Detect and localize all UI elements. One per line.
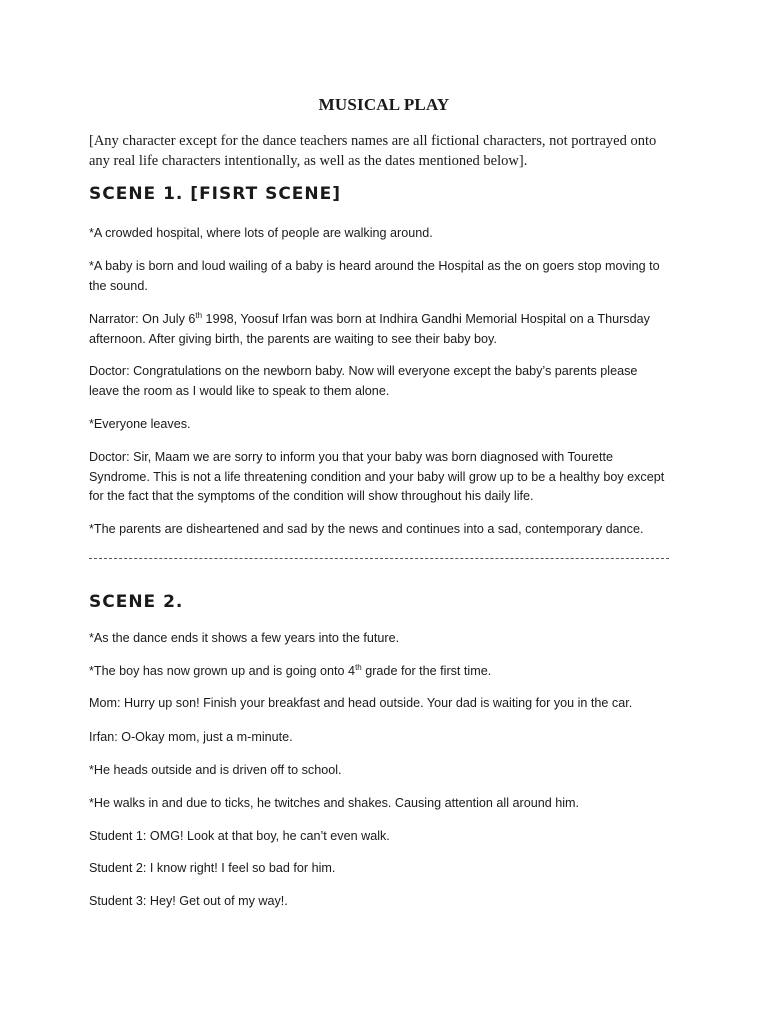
scene-1-paragraph-3 bbox=[89, 310, 669, 349]
scene-2-paragraph-7: Student 1: OMG! Look at that boy, he can’t even walk. bbox=[89, 829, 390, 843]
scene-1-paragraph-2: *A baby is born and loud wailing of a baby is heard around the Hospital as the on goers stop moving to the sound. bbox=[89, 259, 660, 293]
ordinal-suffix: th bbox=[195, 310, 203, 320]
scene-1-heading: SCENE 1. [FISRT SCENE] bbox=[89, 184, 342, 204]
scene-1-paragraph-1: *A crowded hospital, where lots of people are walking around. bbox=[89, 226, 433, 240]
narrator-line-start: Narrator: On July 6 bbox=[89, 312, 196, 326]
scene-2-paragraph-5: *He heads outside and is driven off to school. bbox=[89, 763, 342, 777]
scene-2-paragraph-9: Student 3: Hey! Get out of my way!. bbox=[89, 894, 288, 908]
scene-2-paragraph-3: Mom: Hurry up son! Finish your breakfast and head outside. Your dad is waiting for you in the car. bbox=[89, 696, 633, 710]
narrator-line-end: 1998, Yoosuf Irfan was born at Indhira Gandhi Memorial Hospital on a Thursday afternoon. After giving birth, the parents are waiting to see their baby boy. bbox=[89, 312, 650, 346]
scene-2-paragraph-4: Irfan: O-Okay mom, just a m-minute. bbox=[89, 730, 293, 744]
scene-1-paragraph-7: *The parents are disheartened and sad by the news and continues into a sad, contemporary dance. bbox=[89, 522, 644, 536]
disclaimer-text: [Any character except for the dance teachers names are all fictional characters, not portrayed onto any real life characters intentionally, as well as the dates mentioned below]. bbox=[89, 133, 657, 169]
scene-2-paragraph-8: Student 2: I know right! I feel so bad for him. bbox=[89, 861, 336, 875]
scene-2-paragraph-6: *He walks in and due to ticks, he twitches and shakes. Causing attention all around him. bbox=[89, 796, 580, 810]
scene-1-paragraph-6: Doctor: Sir, Maam we are sorry to inform you that your baby was born diagnosed with Tourette Syndrome. This is not a life threatening condition and your baby will grow up to be a healthy boy except for the fact that the symptoms of the condition will show throughout his daily life. bbox=[89, 450, 665, 503]
grade-line-start: *The boy has now grown up and is going onto 4 bbox=[89, 664, 356, 678]
scene-1-paragraph-5: *Everyone leaves. bbox=[89, 417, 191, 431]
grade-line-end: grade for the first time. bbox=[361, 664, 492, 678]
scene-1-paragraph-4: Doctor: Congratulations on the newborn baby. Now will everyone except the baby’s parents please leave the room as I would like to speak to them alone. bbox=[89, 364, 638, 398]
scene-2-heading: SCENE 2. bbox=[89, 592, 184, 612]
document-title: MUSICAL PLAY bbox=[318, 95, 450, 114]
scene-2-paragraph-2 bbox=[89, 662, 669, 682]
scene-2-paragraph-1: *As the dance ends it shows a few years into the future. bbox=[89, 631, 400, 645]
ordinal-suffix: th bbox=[355, 662, 362, 672]
scene-divider bbox=[89, 558, 669, 559]
